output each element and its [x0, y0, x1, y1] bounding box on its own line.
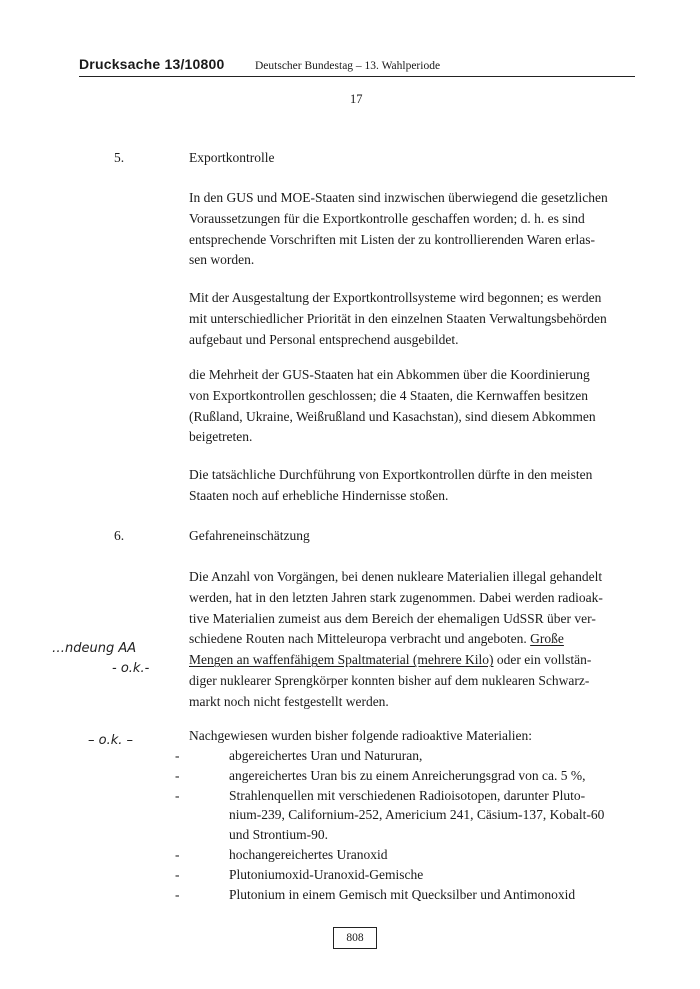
- list-item: - Strahlenquellen mit verschiedenen Radioisotopen, darunter Pluto- nium-239, Californium-252, Americium 241, Cäsium-137, Kobalt-60 und Strontium-90.: [175, 787, 605, 843]
- section-6-title: Gefahreneinschätzung: [189, 528, 310, 543]
- section-5-number: 5.: [114, 150, 125, 165]
- header-institution: Deutscher Bundestag – 13. Wahlperiode: [255, 60, 441, 72]
- list-intro: Nachgewiesen wurden bisher folgende radioaktive Materialien:: [189, 728, 532, 743]
- list-item: - abgereichertes Uran und Natururan,: [175, 746, 615, 766]
- list-item: - angereichertes Uran bis zu einem Anreicherungsgrad von ca. 5 %,: [175, 766, 615, 786]
- footer-page-number: 808: [333, 927, 377, 949]
- section-5-paragraph-2: Mit der Ausgestaltung der Exportkontrollsysteme wird begonnen; es werden mit unterschiedlicher Priorität in den einzelnen Staaten Verwaltungsbehörden aufgebaut und Personal entsprechend ausgebildet.: [189, 290, 607, 347]
- header-rule: [79, 76, 635, 77]
- bullet-dash: -: [175, 748, 180, 763]
- bullet-dash: -: [175, 846, 180, 862]
- bullet-dash: -: [175, 767, 180, 783]
- materials-list: [175, 746, 615, 904]
- bullet-dash: -: [175, 886, 180, 902]
- margin-note-handwritten: - o.k.-: [112, 661, 150, 676]
- section-5-title: Exportkontrolle: [189, 150, 275, 165]
- section-5-paragraph-3: die Mehrheit der GUS-Staaten hat ein Abkommen über die Koordinierung von Exportkontrollen geschlossen; die 4 Staaten, die Kernwaffen besitzen (Rußland, Ukraine, Weißrußland und Kasachstan), sind diesem Abkommen beigetreten.: [189, 367, 596, 445]
- page-number: 17: [350, 92, 363, 106]
- bullet-dash: -: [175, 787, 180, 803]
- list-item: - hochangereichertes Uranoxid: [175, 845, 615, 865]
- section-6-number: 6.: [114, 528, 125, 543]
- highlight-underline: Mengen an waffenfähigem Spaltmaterial (mehrere Kilo): [189, 652, 494, 668]
- section-5-paragraph-1: In den GUS und MOE-Staaten sind inzwischen überwiegend die gesetzlichen Voraussetzungen für die Exportkontrolle geschaffen worden; d. h. es sind entsprechende Vorschriften mit Listen der zu kontrollierenden Waren erlas- sen worden.: [189, 190, 608, 268]
- list-item: - Plutoniumoxid-Uranoxid-Gemische: [175, 865, 615, 885]
- highlight-underline: Große: [530, 631, 564, 647]
- list-item: - Plutonium in einem Gemisch mit Quecksilber und Antimonoxid: [175, 885, 615, 905]
- bullet-dash: -: [175, 866, 180, 882]
- margin-note-handwritten: – o.k. –: [88, 733, 134, 748]
- section-5-paragraph-4: Die tatsächliche Durchführung von Exportkontrollen dürfte in den meisten Staaten noch auf erhebliche Hindernisse stoßen.: [189, 467, 593, 503]
- document-number: Drucksache 13/10800: [79, 56, 225, 72]
- margin-note-handwritten: …ndeung AA: [52, 641, 137, 656]
- section-6-paragraph-1: Die Anzahl von Vorgängen, bei denen nukleare Materialien illegal gehandelt werden, hat in den letzten Jahren stark zugenommen. Dabei werden radioak- tive Materialien zumeist aus dem Bereich der ehemaligen UdSSR über ver- schiedene Routen nach Mitteleuropa verbracht und angeboten. Große Mengen an waffenfähigem Spaltmaterial (mehrere Kilo) oder ein vollstän- diger nuklearer Sprengkörper konnten bisher auf dem nuklearen Schwarz- markt noch nicht festgestellt werden.: [189, 569, 603, 709]
